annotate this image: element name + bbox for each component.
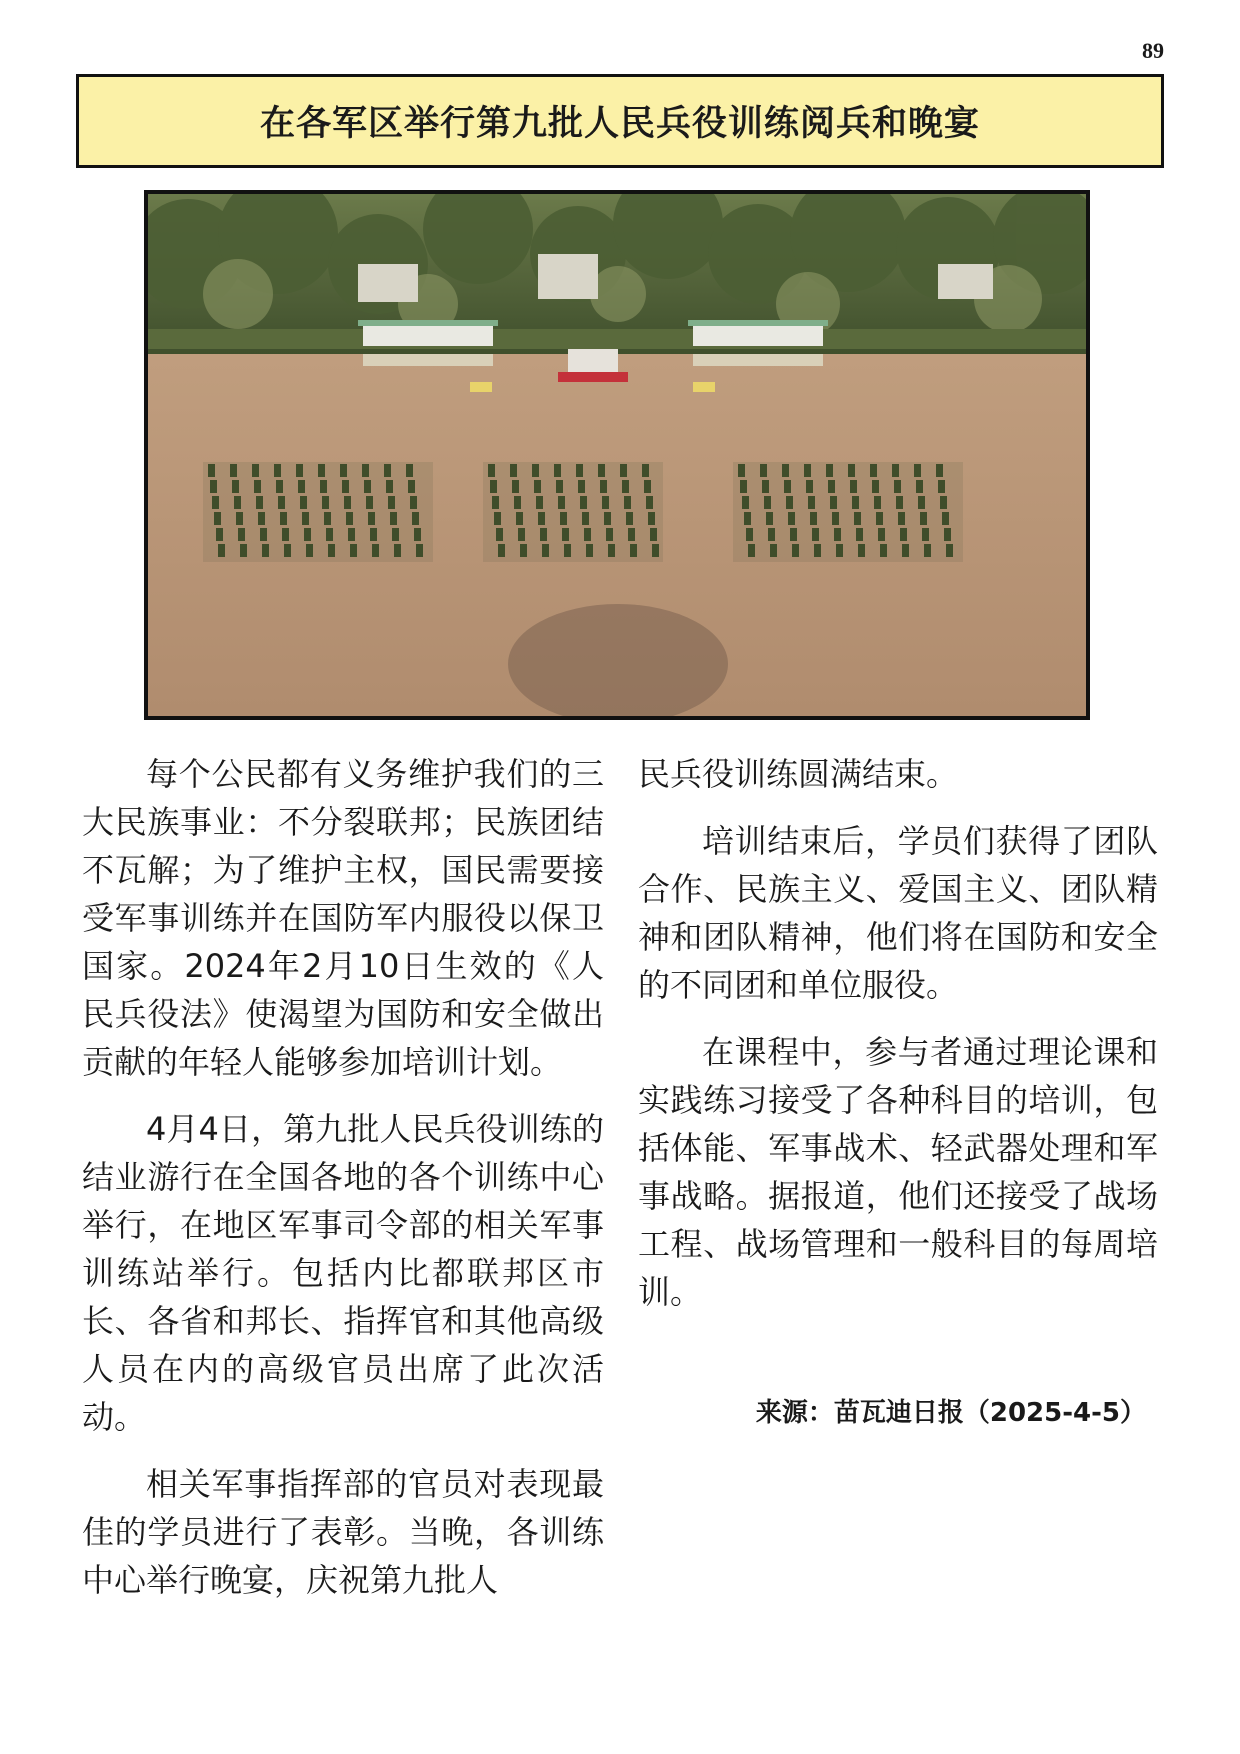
page-number: 89 <box>1142 38 1164 63</box>
right-column <box>638 750 1158 1335</box>
paragraph: 培训结束后，学员们获得了团队合作、民族主义、爱国主义、团队精神和团队精神，他们将在国防和安全的不同团和单位服役。 <box>638 822 1158 1004</box>
left-column <box>82 750 604 1623</box>
source-credit: 来源：苗瓦迪日报（2025-4-5） <box>755 1398 1146 1428</box>
paragraph: 相关军事指挥部的官员对表现最佳的学员进行了表彰。当晚，各训练中心举行晚宴，庆祝第九批人 <box>82 1465 604 1599</box>
paragraph: 在课程中，参与者通过理论课和实践练习接受了各种科目的培训，包括体能、军事战术、轻武器处理和军事战略。据报道，他们还接受了战场工程、战场管理和一般科目的每周培训。 <box>638 1033 1158 1311</box>
page-title: 在各军区举行第九批人民兵役训练阅兵和晚宴 <box>259 104 980 144</box>
paragraph: 4月4日，第九批人民兵役训练的结业游行在全国各地的各个训练中心举行，在地区军事司令部的相关军事训练站举行。包括内比都联邦区市长、各省和邦长、指挥官和其他高级人员在内的高级官员出席了此次活动。 <box>82 1110 604 1436</box>
paragraph: 每个公民都有义务维护我们的三大民族事业：不分裂联邦；民族团结不瓦解；为了维护主权，国民需要接受军事训练并在国防军内服役以保卫国家。2024年2月10日生效的《人民兵役法》使渴望为国防和安全做出贡献的年轻人能够参加培训计划。 <box>82 755 604 1081</box>
paragraph: 民兵役训练圆满结束。 <box>638 755 959 793</box>
title-banner <box>76 74 1164 168</box>
parade-photo <box>144 190 1090 720</box>
parade-photo-illustration <box>148 194 1086 716</box>
